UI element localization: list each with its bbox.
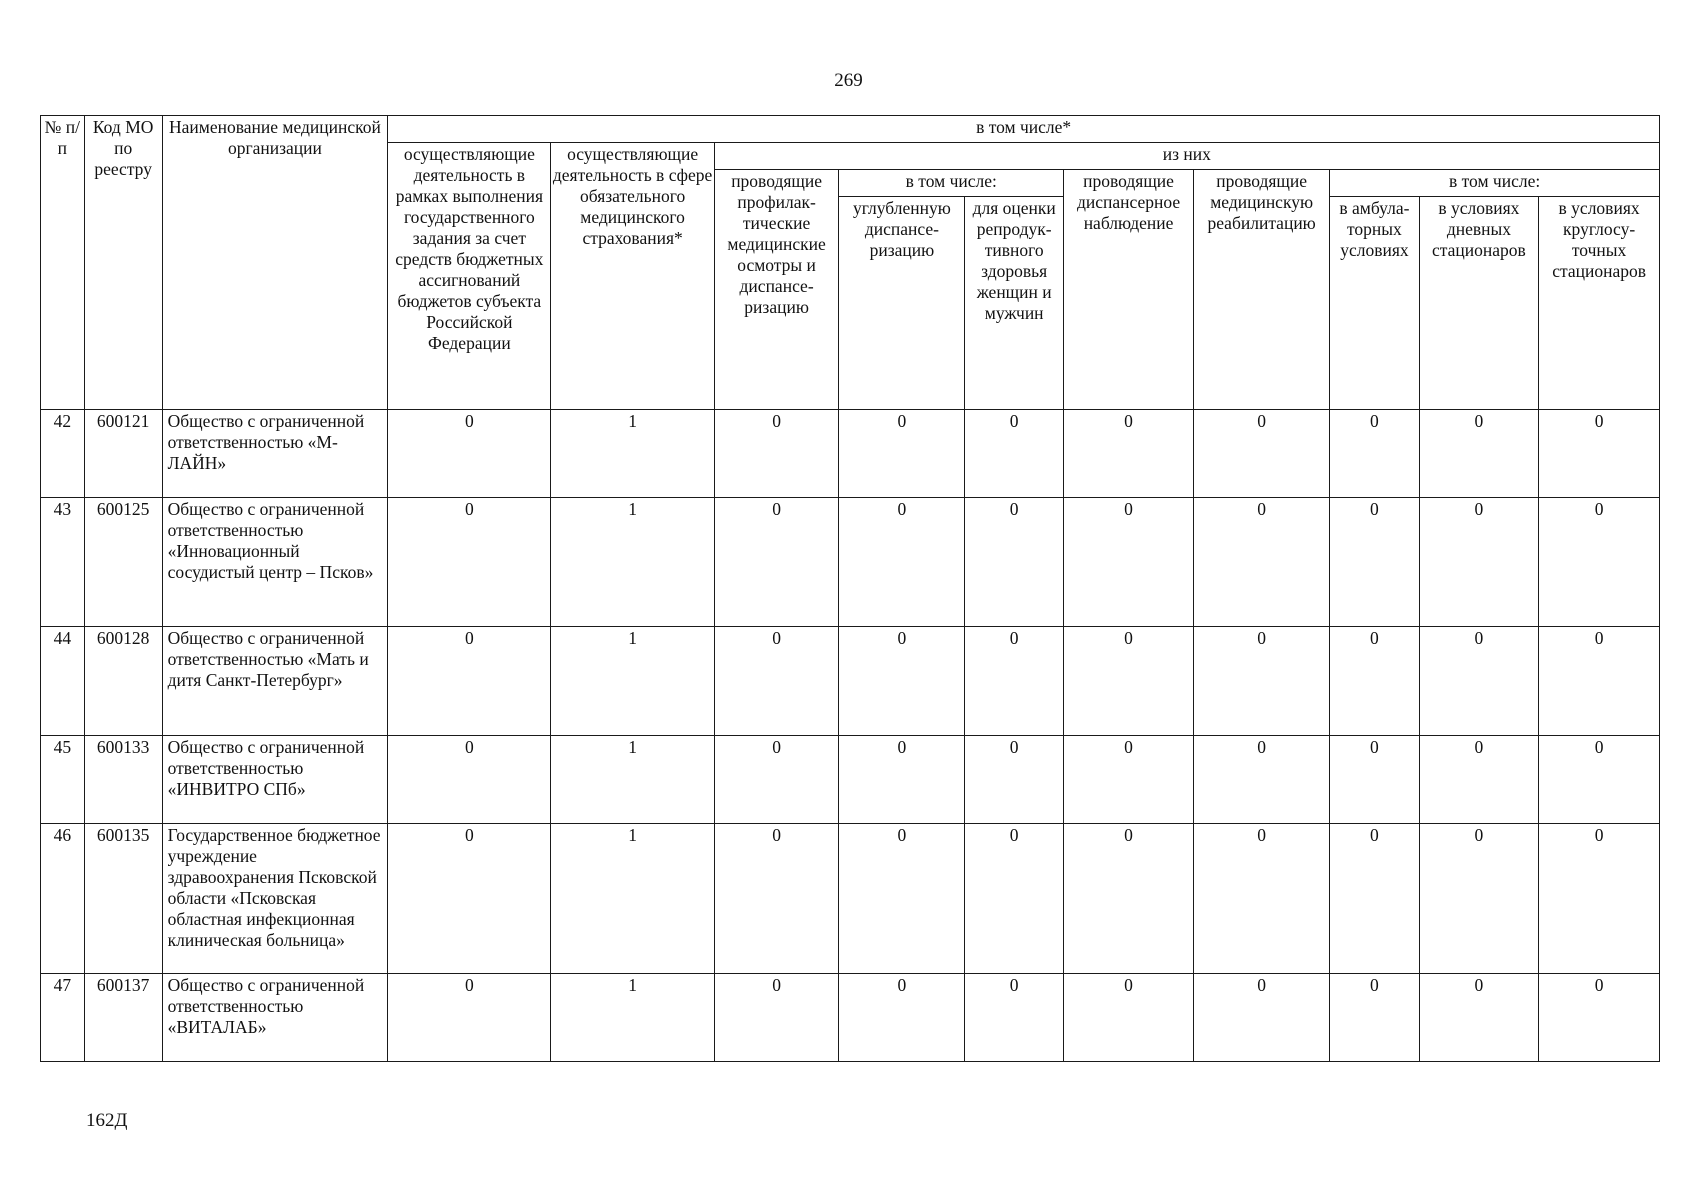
- row-num: 47: [41, 974, 85, 1062]
- header-budget: осуществляющие деятельность в рамках выполнения государственного задания за счет средств бюджетных ассигнований бюджетов субъекта Российской Федерации: [388, 143, 551, 410]
- table-body: [41, 410, 1660, 1062]
- row-value: 0: [965, 974, 1064, 1062]
- row-value: 0: [1539, 974, 1660, 1062]
- table-row: [41, 824, 1660, 974]
- table-row: [41, 410, 1660, 498]
- row-value: 0: [1539, 824, 1660, 974]
- row-value: 0: [1064, 974, 1194, 1062]
- row-value: 0: [714, 498, 839, 627]
- row-value: 0: [1330, 824, 1419, 974]
- organizations-table: [40, 115, 1660, 1062]
- row-value: 1: [551, 498, 714, 627]
- row-value: 0: [1064, 627, 1194, 736]
- row-code: 600121: [84, 410, 162, 498]
- row-value: 1: [551, 736, 714, 824]
- row-value: 0: [839, 736, 965, 824]
- row-name: Общество с ограниченной ответственностью «Мать и дитя Санкт-Петербург»: [162, 627, 388, 736]
- row-value: 0: [1194, 410, 1330, 498]
- header-rehab: проводящие медицинскую реабилитацию: [1194, 170, 1330, 410]
- row-num: 44: [41, 627, 85, 736]
- row-name: Общество с ограниченной ответственностью «Инновационный сосудистый центр – Псков»: [162, 498, 388, 627]
- row-name: Общество с ограниченной ответственностью «ИНВИТРО СПб»: [162, 736, 388, 824]
- row-value: 0: [1419, 974, 1539, 1062]
- row-value: 0: [1419, 824, 1539, 974]
- row-name: Общество с ограниченной ответственностью «ВИТАЛАБ»: [162, 974, 388, 1062]
- row-value: 0: [388, 410, 551, 498]
- row-value: 0: [1064, 824, 1194, 974]
- row-value: 0: [714, 974, 839, 1062]
- row-value: 0: [1194, 824, 1330, 974]
- row-value: 0: [1330, 410, 1419, 498]
- row-value: 0: [1064, 736, 1194, 824]
- row-value: 0: [1194, 627, 1330, 736]
- row-value: 0: [388, 974, 551, 1062]
- header-including-3: в том числе:: [1330, 170, 1660, 197]
- header-including-2: в том числе:: [839, 170, 1064, 197]
- header-repro: для оценки репродук-тивного здоровья женщин и мужчин: [965, 197, 1064, 410]
- row-value: 0: [965, 498, 1064, 627]
- row-value: 0: [1194, 736, 1330, 824]
- header-day: в условиях дневных стационаров: [1419, 197, 1539, 410]
- row-value: 0: [1064, 410, 1194, 498]
- table-row: [41, 736, 1660, 824]
- row-value: 0: [965, 627, 1064, 736]
- row-value: 0: [1064, 498, 1194, 627]
- header-num: № п/п: [41, 116, 85, 410]
- header-round: в условиях круглосу-точных стационаров: [1539, 197, 1660, 410]
- row-value: 0: [1419, 498, 1539, 627]
- header-amb: в амбула-торных условиях: [1330, 197, 1419, 410]
- row-value: 1: [551, 824, 714, 974]
- row-value: 0: [965, 410, 1064, 498]
- row-value: 0: [388, 736, 551, 824]
- row-code: 600133: [84, 736, 162, 824]
- row-value: 0: [839, 498, 965, 627]
- row-value: 0: [1539, 410, 1660, 498]
- row-value: 0: [1539, 736, 1660, 824]
- row-value: 0: [965, 824, 1064, 974]
- header-including: в том числе*: [388, 116, 1660, 143]
- row-value: 0: [714, 627, 839, 736]
- row-value: 0: [714, 410, 839, 498]
- row-name: Государственное бюджетное учреждение здравоохранения Псковской области «Псковская областная инфекционная клиническая больница»: [162, 824, 388, 974]
- row-value: 0: [839, 410, 965, 498]
- row-value: 1: [551, 410, 714, 498]
- row-code: 600135: [84, 824, 162, 974]
- row-value: 0: [839, 974, 965, 1062]
- row-value: 0: [1419, 410, 1539, 498]
- row-num: 46: [41, 824, 85, 974]
- row-value: 1: [551, 974, 714, 1062]
- row-value: 0: [1194, 974, 1330, 1062]
- row-value: 0: [1330, 498, 1419, 627]
- row-name: Общество с ограниченной ответственностью «М-ЛАЙН»: [162, 410, 388, 498]
- row-value: 0: [714, 824, 839, 974]
- row-value: 0: [1330, 736, 1419, 824]
- footer-code: 162Д: [86, 1110, 128, 1131]
- row-value: 0: [1539, 498, 1660, 627]
- row-code: 600137: [84, 974, 162, 1062]
- row-value: 0: [1330, 974, 1419, 1062]
- row-value: 0: [714, 736, 839, 824]
- row-num: 45: [41, 736, 85, 824]
- header-code: Код МО по реестру: [84, 116, 162, 410]
- header-disp: проводящие диспансерное наблюдение: [1064, 170, 1194, 410]
- page-number: 269: [834, 70, 863, 91]
- header-prof: проводящие профилак-тические медицинские осмотры и диспансе-ризацию: [714, 170, 839, 410]
- table-row: [41, 627, 1660, 736]
- row-num: 42: [41, 410, 85, 498]
- row-value: 0: [1330, 627, 1419, 736]
- row-value: 0: [388, 824, 551, 974]
- row-value: 1: [551, 627, 714, 736]
- row-value: 0: [1419, 736, 1539, 824]
- header-oms: осуществляющие деятельность в сфере обязательного медицинского страхования*: [551, 143, 714, 410]
- row-code: 600128: [84, 627, 162, 736]
- row-value: 0: [839, 627, 965, 736]
- table-row: [41, 974, 1660, 1062]
- row-value: 0: [388, 498, 551, 627]
- row-num: 43: [41, 498, 85, 627]
- row-value: 0: [965, 736, 1064, 824]
- row-value: 0: [1194, 498, 1330, 627]
- table-header: [41, 116, 1660, 410]
- row-value: 0: [1539, 627, 1660, 736]
- row-value: 0: [388, 627, 551, 736]
- table-row: [41, 498, 1660, 627]
- row-value: 0: [1419, 627, 1539, 736]
- header-name: Наименование медицинской организации: [162, 116, 388, 410]
- header-of-them: из них: [714, 143, 1659, 170]
- header-deep: углубленную диспансе-ризацию: [839, 197, 965, 410]
- row-code: 600125: [84, 498, 162, 627]
- row-value: 0: [839, 824, 965, 974]
